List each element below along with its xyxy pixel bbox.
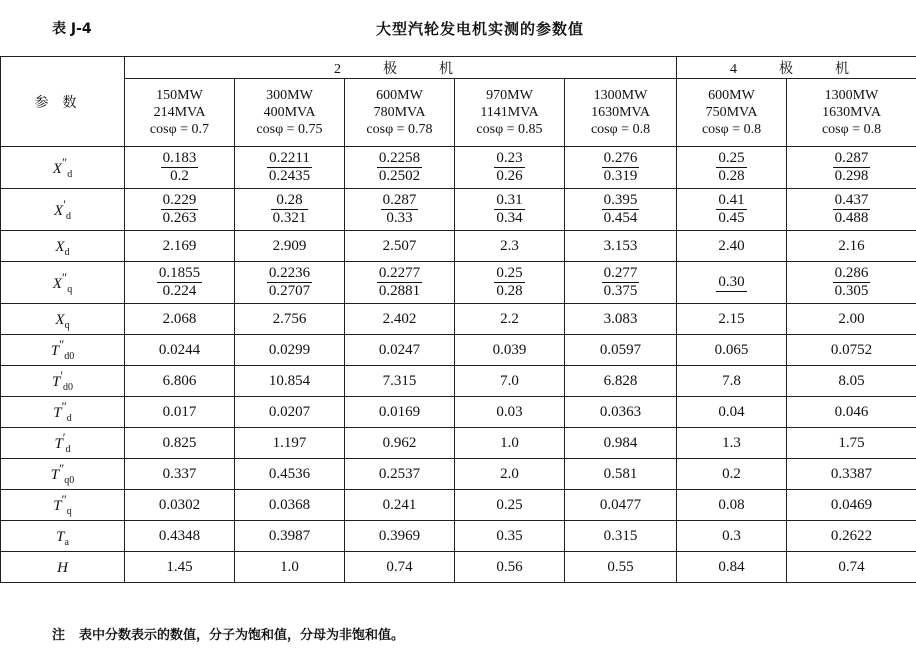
fraction — [833, 192, 871, 227]
value-cell: 0.0597 — [565, 335, 677, 366]
denominator: 0.488 — [834, 210, 869, 226]
value-cell: 0.2537 — [345, 459, 455, 490]
generator-pf: cosφ = 0.78 — [366, 122, 433, 137]
value-cell: 0.3969 — [345, 521, 455, 552]
value-cell: 2.40 — [677, 231, 787, 262]
symbol-prime: ′ — [60, 369, 64, 383]
value-cell — [235, 147, 345, 189]
generator-pf: cosφ = 0.8 — [701, 122, 762, 137]
param-symbol — [1, 231, 125, 262]
param-header: 参数 — [1, 57, 125, 147]
numerator: 0.395 — [603, 192, 638, 208]
value-cell: 0.0469 — [787, 490, 916, 521]
value-cell: 0.017 — [125, 397, 235, 428]
value-cell: 2.2 — [455, 304, 565, 335]
symbol-subscript: d — [66, 413, 72, 424]
param-row — [1, 189, 916, 231]
numerator: 0.30 — [718, 273, 745, 290]
fraction — [161, 150, 199, 185]
fraction — [157, 265, 202, 300]
numerator: 0.287 — [382, 192, 417, 208]
value-cell: 0.08 — [677, 490, 787, 521]
value-cell: 0.0368 — [235, 490, 345, 521]
denominator: 0.2502 — [378, 168, 421, 184]
param-row — [1, 304, 916, 335]
fraction — [602, 265, 640, 300]
generator-header-3 — [455, 79, 565, 147]
denominator: 0.263 — [162, 210, 197, 226]
fraction — [271, 192, 309, 227]
numerator: 0.229 — [162, 192, 197, 208]
value-cell — [787, 189, 916, 231]
value-cell: 10.854 — [235, 366, 345, 397]
symbol-letter: X — [52, 160, 62, 177]
generator-header-4 — [565, 79, 677, 147]
generator-power: 1300MW — [824, 88, 879, 103]
value-cell: 2.756 — [235, 304, 345, 335]
symbol-subscript: q0 — [64, 475, 75, 486]
symbol-subscript: d0 — [63, 382, 74, 393]
param-row — [1, 366, 916, 397]
group-2-pole: 2 极 机 — [125, 57, 677, 79]
generator-pf: cosφ = 0.85 — [476, 122, 543, 137]
param-symbol — [1, 189, 125, 231]
symbol-prime: ″ — [61, 270, 68, 285]
generator-power: 970MW — [486, 88, 533, 103]
value-cell: 0.0477 — [565, 490, 677, 521]
value-cell — [235, 189, 345, 231]
value-cell: 0.25 — [455, 490, 565, 521]
value-cell: 0.984 — [565, 428, 677, 459]
value-cell: 2.909 — [235, 231, 345, 262]
generator-capacity: 1630MVA — [822, 105, 881, 120]
symbol-letter: T — [50, 343, 60, 359]
fraction — [381, 192, 419, 227]
value-cell: 2.0 — [455, 459, 565, 490]
param-symbol — [1, 552, 125, 583]
parameter-table — [0, 56, 916, 583]
numerator: 0.23 — [496, 150, 523, 166]
value-cell — [125, 147, 235, 189]
param-symbol — [1, 335, 125, 366]
value-cell: 0.0169 — [345, 397, 455, 428]
generator-header-6 — [787, 79, 916, 147]
denominator: 0.33 — [386, 210, 413, 226]
value-cell: 1.197 — [235, 428, 345, 459]
table-title: 大型汽轮发电机实测的参数值 — [375, 20, 584, 38]
symbol-subscript: d — [65, 210, 71, 222]
param-row — [1, 335, 916, 366]
numerator: 0.41 — [718, 192, 745, 208]
numerator: 0.287 — [834, 150, 869, 166]
value-cell: 6.806 — [125, 366, 235, 397]
param-row — [1, 459, 916, 490]
value-cell — [125, 189, 235, 231]
generator-pf: cosφ = 0.7 — [149, 122, 210, 137]
denominator: 0.2707 — [268, 283, 311, 299]
value-cell: 0.55 — [565, 552, 677, 583]
table-body — [1, 147, 916, 583]
param-symbol — [1, 428, 125, 459]
denominator: 0.224 — [162, 283, 197, 299]
value-cell: 0.56 — [455, 552, 565, 583]
param-row — [1, 552, 916, 583]
value-cell — [677, 189, 787, 231]
numerator: 0.2211 — [267, 150, 312, 168]
fraction — [267, 150, 312, 185]
value-cell — [565, 147, 677, 189]
value-cell — [565, 189, 677, 231]
value-cell: 2.068 — [125, 304, 235, 335]
value-cell — [565, 262, 677, 304]
symbol-letter: X — [52, 275, 62, 292]
symbol-letter: X — [55, 239, 65, 255]
value-cell: 0.0299 — [235, 335, 345, 366]
value-cell — [235, 262, 345, 304]
denominator: 0.375 — [603, 283, 638, 299]
value-cell: 6.828 — [565, 366, 677, 397]
symbol-letter: H — [57, 560, 68, 576]
symbol-subscript: d — [65, 444, 71, 455]
value-cell: 0.962 — [345, 428, 455, 459]
denominator: 0.2 — [170, 168, 189, 184]
value-cell: 0.4536 — [235, 459, 345, 490]
symbol-letter: T — [53, 498, 62, 514]
denominator: 0.305 — [834, 283, 869, 299]
param-row — [1, 397, 916, 428]
value-cell: 7.315 — [345, 366, 455, 397]
note-label: 注 — [52, 628, 66, 643]
generator-capacity: 214MVA — [153, 105, 206, 120]
value-cell: 1.0 — [455, 428, 565, 459]
param-symbol — [1, 366, 125, 397]
value-cell — [787, 262, 916, 304]
value-cell: 2.3 — [455, 231, 565, 262]
fraction — [833, 150, 871, 185]
table-id: 表 J-4 — [52, 21, 92, 37]
denominator: 0.2881 — [378, 283, 421, 299]
symbol-prime: ″ — [59, 338, 65, 352]
denominator: 0.319 — [603, 168, 638, 184]
value-cell: 0.241 — [345, 490, 455, 521]
value-cell — [455, 262, 565, 304]
value-cell: 1.0 — [235, 552, 345, 583]
generator-power: 300MW — [266, 88, 313, 103]
param-row — [1, 521, 916, 552]
denominator: 0.45 — [718, 210, 745, 226]
generator-capacity: 1141MVA — [480, 105, 539, 120]
value-cell — [345, 147, 455, 189]
value-cell: 2.00 — [787, 304, 916, 335]
param-symbol — [1, 147, 125, 189]
value-cell: 0.337 — [125, 459, 235, 490]
numerator: 0.1855 — [158, 265, 201, 281]
value-cell — [677, 147, 787, 189]
generator-capacity: 750MVA — [705, 105, 758, 120]
denominator: 0.28 — [496, 283, 523, 299]
value-cell: 2.507 — [345, 231, 455, 262]
param-symbol — [1, 262, 125, 304]
fraction — [494, 192, 524, 227]
numerator: 0.25 — [496, 265, 523, 281]
fraction — [267, 265, 312, 300]
numerator: 0.28 — [271, 192, 309, 210]
value-cell: 0.039 — [455, 335, 565, 366]
value-cell: 1.45 — [125, 552, 235, 583]
symbol-prime: ′ — [63, 197, 66, 212]
value-cell: 0.3987 — [235, 521, 345, 552]
denominator: 0.2435 — [268, 168, 311, 184]
generator-header-row — [1, 79, 916, 147]
symbol-letter: T — [53, 405, 62, 421]
group-header-row — [1, 57, 916, 79]
value-cell: 0.0363 — [565, 397, 677, 428]
value-cell — [125, 262, 235, 304]
generator-power: 600MW — [376, 88, 423, 103]
value-cell: 0.581 — [565, 459, 677, 490]
param-symbol — [1, 490, 125, 521]
value-cell: 0.2622 — [787, 521, 916, 552]
param-symbol — [1, 397, 125, 428]
value-cell: 3.083 — [565, 304, 677, 335]
fraction — [377, 150, 422, 185]
note-text: 表中分数表示的数值，分子为饱和值，分母为非饱和值。 — [79, 628, 405, 643]
value-cell: 0.0207 — [235, 397, 345, 428]
value-cell — [787, 147, 916, 189]
generator-power: 1300MW — [593, 88, 648, 103]
value-cell: 0.03 — [455, 397, 565, 428]
fraction — [716, 192, 746, 227]
symbol-letter: X — [54, 202, 64, 219]
generator-capacity: 400MVA — [263, 105, 316, 120]
symbol-prime: ″ — [61, 493, 67, 507]
symbol-prime: ″ — [59, 462, 65, 476]
param-symbol — [1, 521, 125, 552]
symbol-letter: X — [55, 312, 65, 328]
fraction — [377, 265, 422, 300]
generator-power: 150MW — [156, 88, 203, 103]
value-cell: 0.84 — [677, 552, 787, 583]
fraction — [602, 150, 640, 185]
fraction — [161, 192, 199, 227]
numerator: 0.276 — [603, 150, 638, 166]
param-symbol — [1, 459, 125, 490]
fraction — [833, 265, 871, 300]
value-cell: 2.402 — [345, 304, 455, 335]
denominator: 0.28 — [718, 168, 745, 184]
title-row — [0, 10, 916, 40]
value-cell: 7.0 — [455, 366, 565, 397]
value-cell: 2.15 — [677, 304, 787, 335]
value-cell: 2.16 — [787, 231, 916, 262]
value-cell — [455, 189, 565, 231]
symbol-letter: T — [54, 436, 63, 452]
numerator: 0.25 — [718, 150, 745, 166]
denominator: 0.34 — [496, 210, 523, 226]
symbol-letter: T — [56, 529, 65, 545]
param-row — [1, 231, 916, 262]
denominator: 0.454 — [603, 210, 638, 226]
symbol-prime: ″ — [61, 155, 68, 170]
fraction — [602, 192, 640, 227]
symbol-subscript: q — [66, 506, 72, 517]
numerator: 0.437 — [834, 192, 869, 208]
value-cell — [345, 189, 455, 231]
value-cell: 0.0244 — [125, 335, 235, 366]
generator-header-5 — [677, 79, 787, 147]
value-cell — [455, 147, 565, 189]
param-row — [1, 147, 916, 189]
fraction — [494, 265, 524, 300]
value-cell: 0.0752 — [787, 335, 916, 366]
numerator: 0.183 — [162, 150, 197, 166]
value-cell: 8.05 — [787, 366, 916, 397]
value-cell: 0.0247 — [345, 335, 455, 366]
param-row — [1, 428, 916, 459]
denominator: 0.321 — [272, 210, 307, 226]
param-row — [1, 262, 916, 304]
value-cell: 1.75 — [787, 428, 916, 459]
symbol-subscript: d0 — [64, 351, 75, 362]
value-cell: 0.35 — [455, 521, 565, 552]
symbol-prime: ″ — [61, 400, 67, 414]
value-cell: 0.3387 — [787, 459, 916, 490]
generator-power: 600MW — [708, 88, 755, 103]
symbol-letter: T — [51, 374, 61, 390]
value-cell: 0.046 — [787, 397, 916, 428]
generator-pf: cosφ = 0.8 — [590, 122, 651, 137]
symbol-subscript: q — [64, 320, 70, 331]
numerator: 0.286 — [834, 265, 869, 281]
generator-header-1 — [235, 79, 345, 147]
table-note — [52, 624, 404, 643]
denominator: 0.298 — [834, 168, 869, 184]
value-cell: 0.74 — [345, 552, 455, 583]
value-cell: 3.153 — [565, 231, 677, 262]
generator-pf: cosφ = 0.75 — [256, 122, 323, 137]
value-cell: 0.2 — [677, 459, 787, 490]
value-cell: 0.0302 — [125, 490, 235, 521]
numerator: 0.31 — [496, 192, 523, 208]
value-cell: 0.825 — [125, 428, 235, 459]
symbol-subscript: d — [64, 247, 70, 258]
denominator: 0.26 — [496, 168, 523, 184]
value-cell: 1.3 — [677, 428, 787, 459]
value-cell — [677, 262, 787, 304]
group-4-pole: 4 极 机 — [677, 57, 916, 79]
symbol-letter: T — [50, 467, 60, 483]
value-cell: 0.315 — [565, 521, 677, 552]
value-cell: 0.065 — [677, 335, 787, 366]
generator-header-0 — [125, 79, 235, 147]
numerator: 0.2258 — [378, 150, 421, 166]
value-cell: 7.8 — [677, 366, 787, 397]
symbol-subscript: q — [67, 283, 73, 295]
generator-capacity: 1630MVA — [591, 105, 650, 120]
symbol-prime: ′ — [62, 431, 66, 445]
numerator: 0.2236 — [268, 265, 311, 281]
value-cell: 2.169 — [125, 231, 235, 262]
value-cell: 0.04 — [677, 397, 787, 428]
generator-pf: cosφ = 0.8 — [821, 122, 882, 137]
param-row — [1, 490, 916, 521]
fraction — [716, 150, 746, 185]
generator-header-2 — [345, 79, 455, 147]
value-cell: 0.3 — [677, 521, 787, 552]
value-cell: 0.74 — [787, 552, 916, 583]
value-cell: 0.4348 — [125, 521, 235, 552]
numerator: 0.277 — [603, 265, 638, 281]
value-cell — [345, 262, 455, 304]
generator-capacity: 780MVA — [373, 105, 426, 120]
fraction — [494, 150, 524, 185]
numerator: 0.2277 — [378, 265, 421, 281]
symbol-subscript: a — [64, 537, 69, 548]
param-symbol — [1, 304, 125, 335]
symbol-subscript: d — [67, 168, 73, 180]
